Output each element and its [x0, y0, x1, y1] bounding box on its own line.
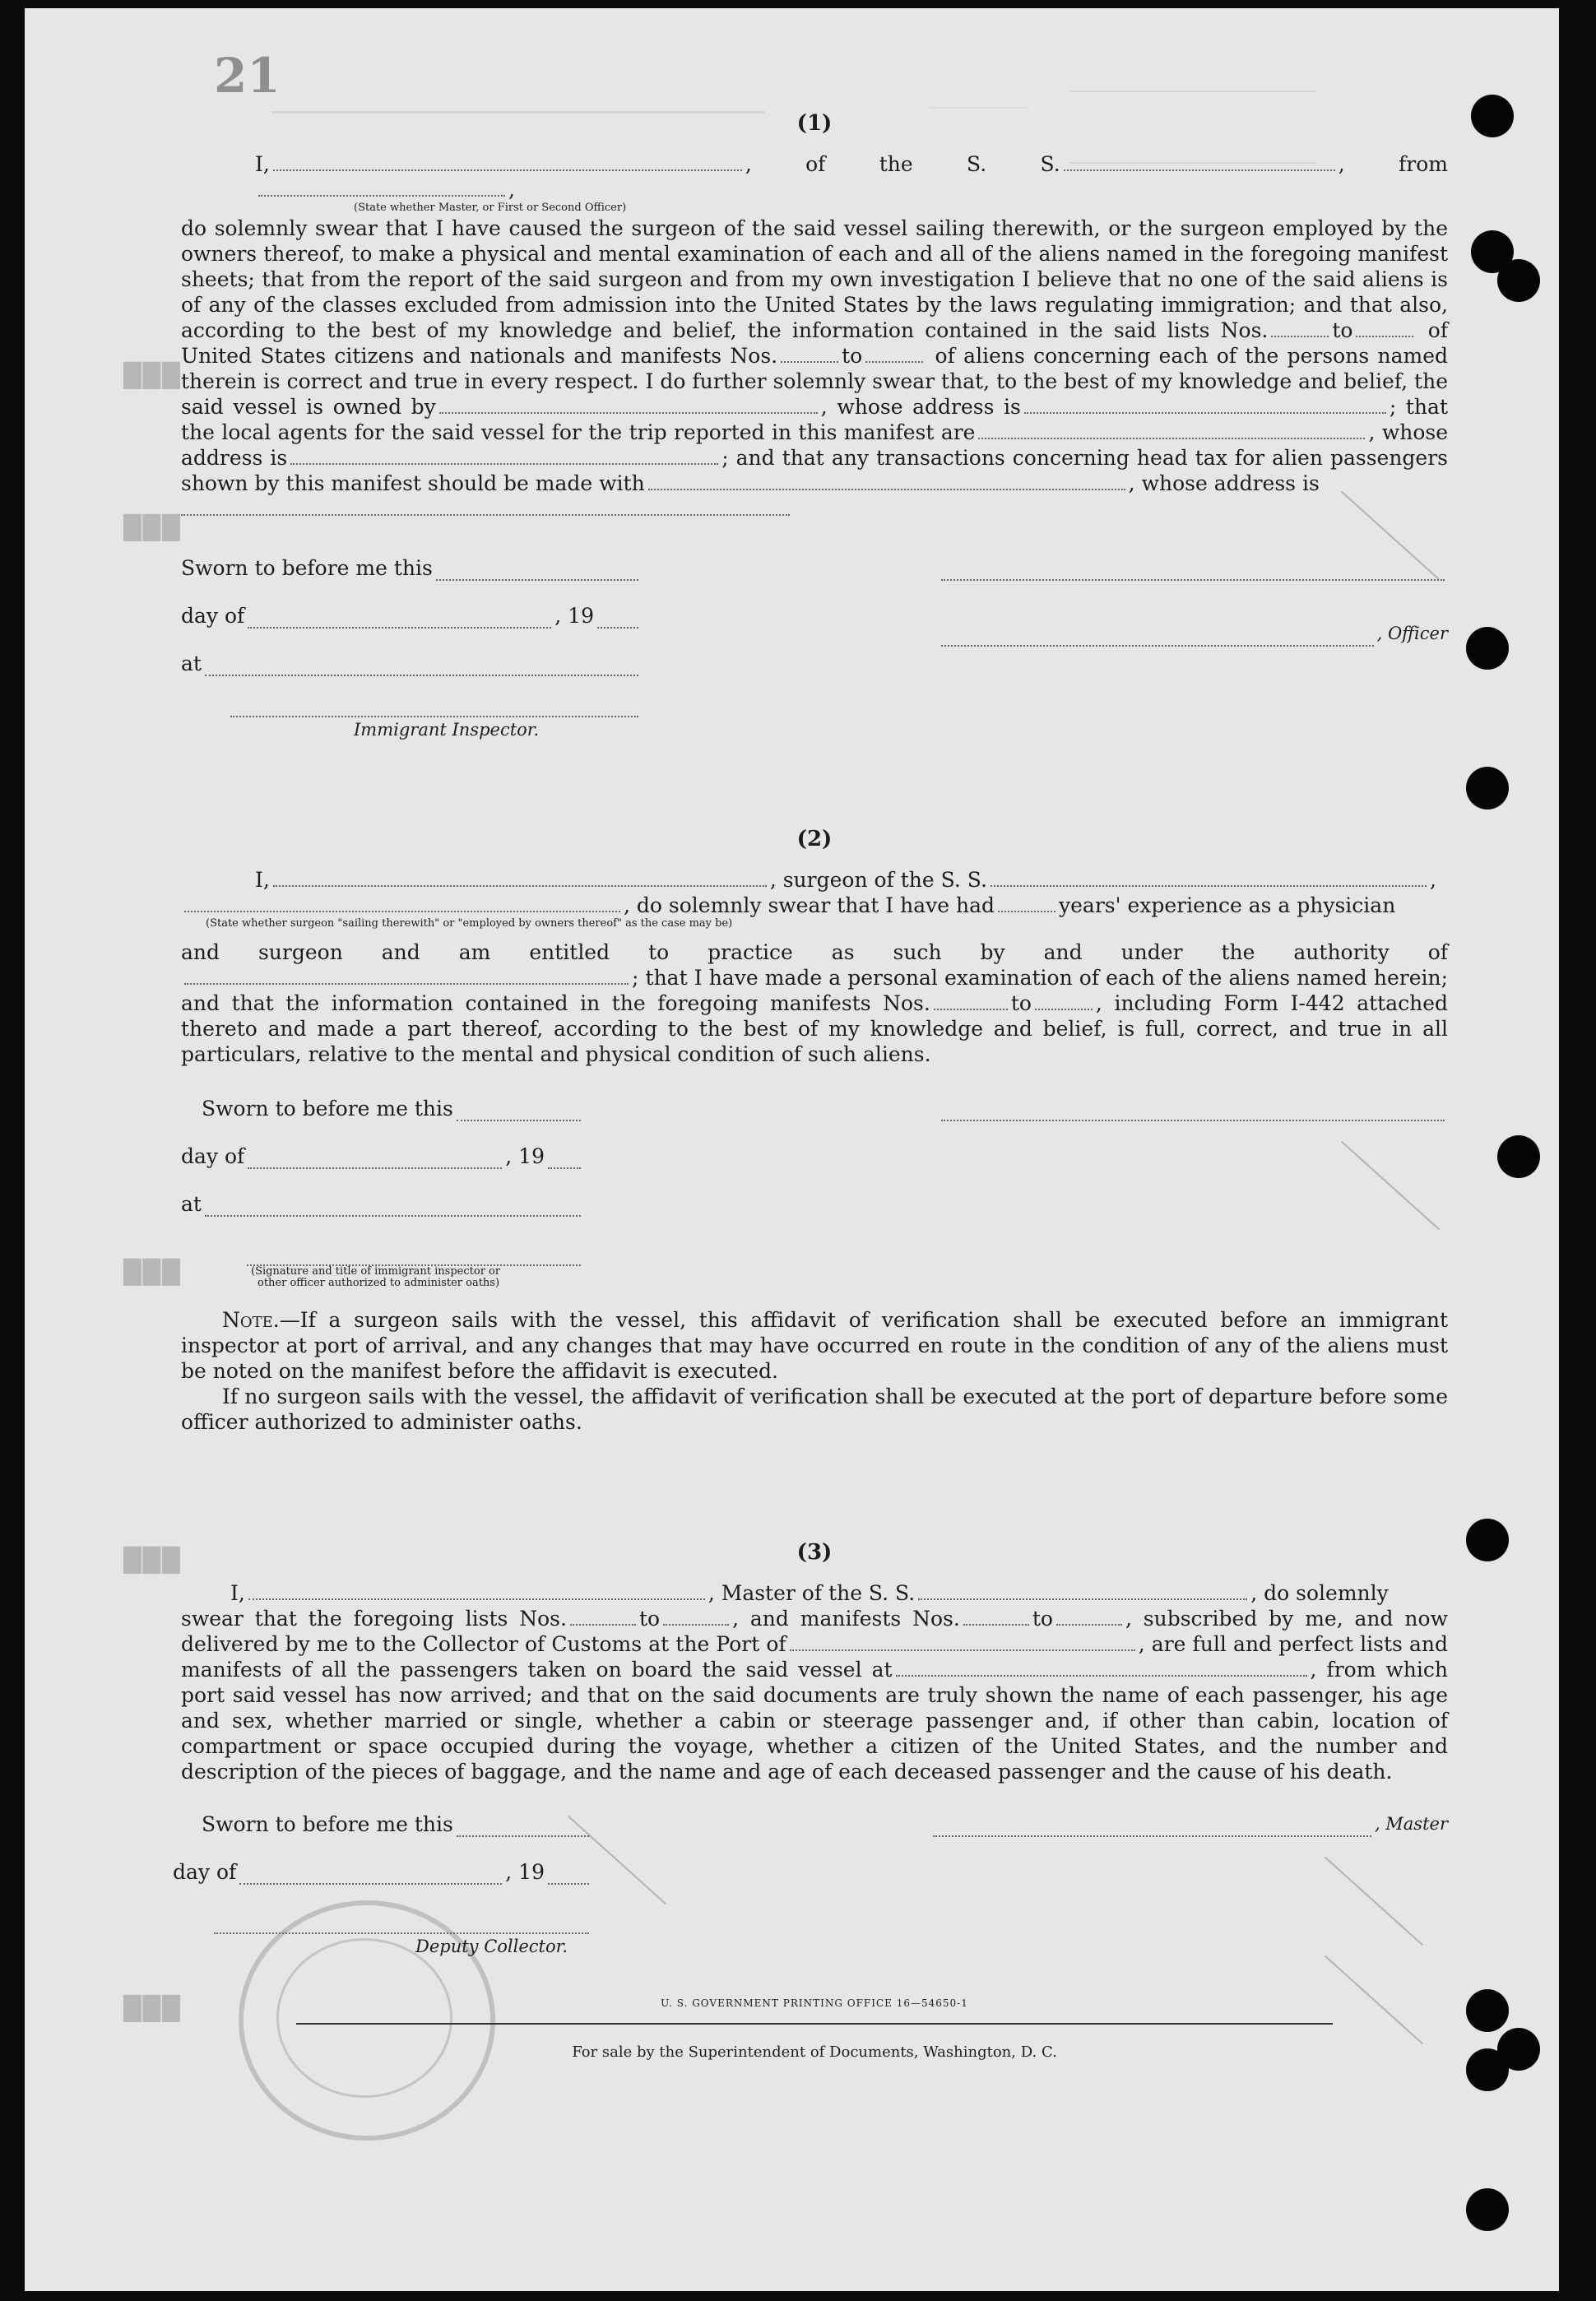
- citizen-lists-from-field[interactable]: [1271, 321, 1329, 337]
- section-3-signatures: [173, 1789, 1448, 1960]
- punch-hole: [1466, 2188, 1509, 2231]
- punch-hole: [1466, 1989, 1509, 2032]
- head-tax-address-field[interactable]: [181, 499, 790, 516]
- master-label: , Master: [1374, 1814, 1448, 1834]
- manifests-to-field[interactable]: [865, 346, 923, 363]
- punch-hole: [1466, 1519, 1509, 1561]
- surgeon-sworn-month-field[interactable]: [248, 1153, 502, 1169]
- surgeon-status-field[interactable]: [184, 896, 620, 912]
- punch-hole: [1466, 767, 1509, 810]
- form-page: [25, 8, 1559, 2291]
- master-sworn-day-field[interactable]: [457, 1821, 589, 1837]
- punch-hole: [1497, 2028, 1540, 2071]
- agents-address-field[interactable]: [290, 448, 718, 465]
- surgeon-sworn-place-field[interactable]: [205, 1200, 581, 1217]
- printing-office-line: U. S. GOVERNMENT PRINTING OFFICE 16—54650-1: [661, 1997, 968, 2009]
- section-1-body: do solemnly swear that I have caused the surgeon of the said vessel sailing therewith, or the surgeon employed by the owners thereof, to make a physical and mental examination of each and all of the aliens named in the foregoing manifest sheets; that from the report of the said surgeon and from my own investigation I believe that no one of the said aliens is of any of the classes excluded from admission into the United States by the laws regulating immigration; and that also, according to the best of my knowledge and belief, the information contained in the said lists Nos. to of United States citizens and nationals and manifests Nos. to of aliens concerning each of the persons named therein is correct and true in every respect. I do further solemnly swear that, to the best of my knowledge and belief, the said vessel is owned by , whose address is ; that the local agents for the said vessel for the trip reported in this manifest are , whose address is ; and that any transactions concerning head tax for alien passengers shown by this manifest should be made with , whose address is: [181, 216, 1449, 495]
- section-3-marker: (3): [796, 1540, 833, 1565]
- surgeon-status-caption: (State whether surgeon "sailing therewith" or "employed by owners thereof" as the case may be): [206, 917, 733, 930]
- punch-hole: [1497, 259, 1540, 302]
- administering-officer-caption: (Signature and title of immigrant inspector or other officer authorized to administer oaths): [251, 1265, 501, 1289]
- officer-signature-field[interactable]: [941, 564, 1445, 581]
- local-agents-field[interactable]: [978, 423, 1365, 439]
- section-1-signatures: [181, 533, 1448, 743]
- sworn-month-field[interactable]: [248, 612, 551, 629]
- officer-rank-caption: (State whether Master, or First or Second Officer): [354, 202, 627, 214]
- inspector-title: Immigrant Inspector.: [354, 720, 540, 740]
- sworn-day-field[interactable]: [436, 564, 638, 581]
- section-2-marker: (2): [796, 827, 833, 851]
- section-3-master-block: [930, 1789, 1448, 1960]
- section-2: [181, 827, 1448, 1435]
- master-manifests-from-field[interactable]: [963, 1609, 1029, 1626]
- surgeon-manifests-from-field[interactable]: [934, 994, 1008, 1010]
- officer-label: , Officer: [1376, 624, 1448, 643]
- margin-annotation: ███: [123, 1547, 182, 1574]
- page-number: 21: [214, 48, 281, 104]
- licensing-authority-field[interactable]: [184, 968, 629, 985]
- surgeon-vessel-field[interactable]: [991, 870, 1427, 887]
- footer-rule: [296, 2023, 1333, 2025]
- section-3-oath-block: Sworn to before me this day of , 19 Deputy Collector.: [181, 1789, 592, 1960]
- margin-annotation: ███: [123, 362, 182, 389]
- bleed-through-small: [930, 82, 1028, 109]
- citizen-lists-to-field[interactable]: [1356, 321, 1413, 337]
- punch-hole: [1471, 95, 1514, 137]
- section-3: [173, 1540, 1449, 2065]
- owner-address-field[interactable]: [1024, 397, 1386, 414]
- section-2-line-2: , do solemnly swear that I have had years' experience as a physician: [181, 893, 1448, 918]
- master-sworn-month-field[interactable]: [239, 1868, 502, 1885]
- manifests-from-field[interactable]: [781, 346, 838, 363]
- note-label: Note.: [222, 1308, 280, 1332]
- section-1-oath-block: Sworn to before me this day of , 19 at Immigrant Inspector.: [181, 533, 642, 743]
- vessel-name-field[interactable]: [1064, 155, 1335, 171]
- port-of-arrival-field[interactable]: [790, 1635, 1135, 1651]
- margin-annotation: ███: [123, 1259, 182, 1286]
- section-2-body: and surgeon and am entitled to practice as such by and under the authority of; that I have made a personal examination of each of the aliens named herein; and that the information contained in the foregoing manifests Nos. to , including Form I-442 attached thereto and made a part thereof, according to the best of my knowledge and belief, is full, correct, and true in all particulars, relative to the mental and physical condition of such aliens.: [181, 940, 1449, 1066]
- section-2-note: Note.—If a surgeon sails with the vessel, this affidavit of verification shall be executed before an immigrant inspector at port of arrival, and any changes that may have occurred en route in the condition of any of the aliens must be noted on the manifest before the affidavit is executed. If no surgeon sails with the vessel, the affidavit of verification shall be executed at the port of departure before some officer authorized to administer oaths.: [181, 1308, 1448, 1434]
- margin-annotation: ███: [123, 1995, 182, 2022]
- head-tax-party-field[interactable]: [648, 474, 1125, 490]
- departure-port-field[interactable]: [258, 180, 505, 197]
- surgeon-manifests-to-field[interactable]: [1035, 994, 1093, 1010]
- master-manifests-to-field[interactable]: [1056, 1609, 1122, 1626]
- administering-officer-signature-field[interactable]: [247, 1250, 581, 1266]
- master-lists-from-field[interactable]: [570, 1609, 636, 1626]
- deputy-collector-signature-field[interactable]: [214, 1918, 589, 1934]
- surgeon-sworn-year-field[interactable]: [548, 1153, 581, 1169]
- punch-hole: [1466, 627, 1509, 670]
- section-1-marker: (1): [796, 111, 833, 136]
- inspector-signature-field[interactable]: [230, 701, 638, 717]
- master-lists-to-field[interactable]: [663, 1609, 729, 1626]
- master-vessel-field[interactable]: [918, 1584, 1247, 1600]
- section-1-line-1: I, , of the S. S. , from,: [255, 152, 1448, 202]
- officer-name-field[interactable]: [273, 155, 742, 171]
- deputy-collector-title: Deputy Collector.: [415, 1937, 568, 1956]
- section-3-body: swear that the foregoing lists Nos. to , and manifests Nos. to , subscribed by me, and now delivered by me to the Collector of Customs at the Port of , are full and perfect lists and manifests of all the passengers taken on board the said vessel at , from which port said vessel has now arrived; and that on the said documents are truly shown the name of each passenger, his age and sex, whether married or single, whether a cabin or steerage passenger and, if other than cabin, location of compartment or space occupied during the voyage, whether a citizen of the United States, and the number and description of the pieces of baggage, and the name and age of each deceased passenger and the cause of his death.: [181, 1607, 1449, 1784]
- years-experience-field[interactable]: [998, 896, 1055, 912]
- officer-title-field[interactable]: [941, 630, 1374, 647]
- port-of-embarkation-field[interactable]: [896, 1660, 1307, 1677]
- vessel-owner-field[interactable]: [439, 397, 818, 414]
- section-2-signatures: [181, 1074, 1448, 1289]
- master-sworn-year-field[interactable]: [548, 1868, 589, 1885]
- surgeon-signature-field[interactable]: [941, 1105, 1445, 1121]
- section-2-oath-block: Sworn to before me this day of , 19 at (Signature and title of immigrant inspector or other officer authorized to administer oaths): [181, 1074, 584, 1289]
- surgeon-name-field[interactable]: [273, 870, 767, 887]
- punch-hole: [1497, 1135, 1540, 1178]
- section-1-officer-block: [938, 533, 1448, 743]
- surgeon-sworn-day-field[interactable]: [457, 1105, 581, 1121]
- section-2-line-1: I, , surgeon of the S. S. ,: [255, 868, 1436, 892]
- section-2-surgeon-block: [938, 1074, 1448, 1289]
- master-signature-field[interactable]: [933, 1821, 1371, 1837]
- master-name-field[interactable]: [248, 1584, 705, 1600]
- sale-notice: For sale by the Superintendent of Documents, Washington, D. C.: [572, 2044, 1057, 2061]
- margin-annotation: ███: [123, 514, 182, 541]
- section-1: [181, 111, 1448, 743]
- section-3-line-1: I, , Master of the S. S. , do solemnly: [230, 1581, 1389, 1605]
- sworn-year-field[interactable]: [597, 612, 638, 629]
- sworn-place-field[interactable]: [205, 660, 638, 676]
